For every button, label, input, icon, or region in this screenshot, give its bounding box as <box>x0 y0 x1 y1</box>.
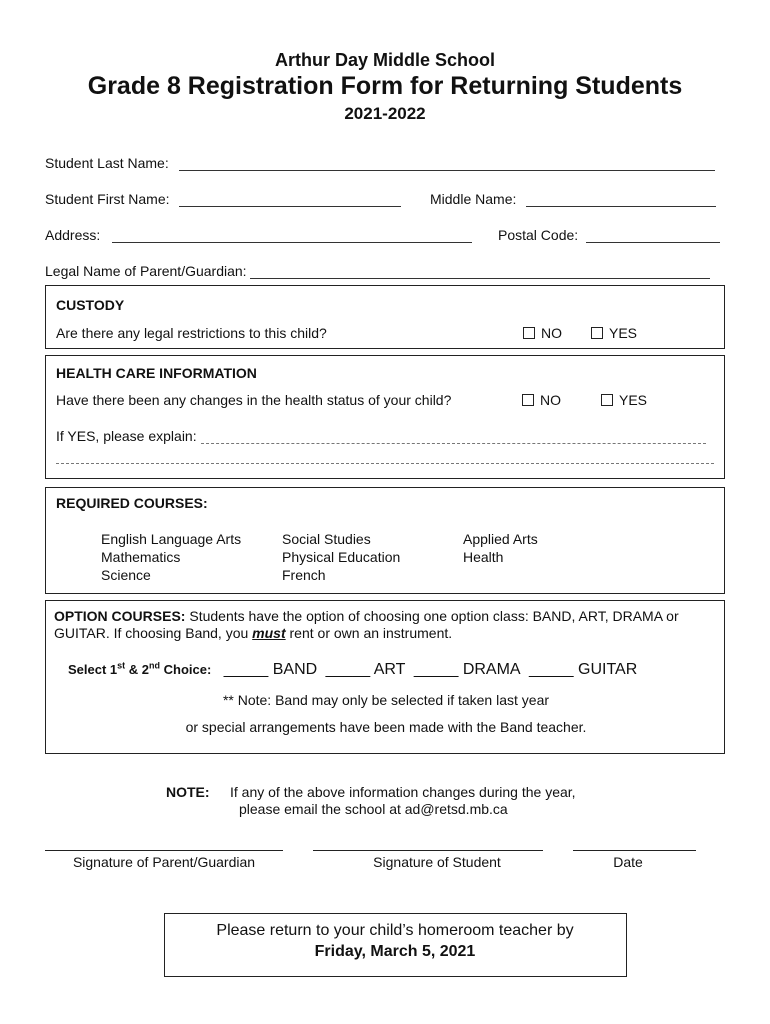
student-signature-label: Signature of Student <box>373 854 501 870</box>
course-item: Social Studies <box>282 531 371 547</box>
first-name-row <box>45 191 401 207</box>
health-yes-label: YES <box>619 392 648 408</box>
checkbox-icon[interactable] <box>601 394 613 406</box>
option-must: must <box>252 625 286 641</box>
option-description <box>54 608 719 642</box>
health-explain-field[interactable] <box>201 429 706 444</box>
band-note-2: or special arrangements have been made with the Band teacher. <box>185 719 587 735</box>
course-item: Mathematics <box>101 549 181 565</box>
school-name: Arthur Day Middle School <box>274 50 496 70</box>
drama-choice[interactable]: _____ DRAMA <box>413 661 521 679</box>
address-label: Address: <box>45 227 101 243</box>
course-item: French <box>282 567 326 583</box>
option-text-2: rent or own an instrument. <box>285 625 453 641</box>
return-line-1: Please return to your child’s homeroom teacher by <box>216 922 574 939</box>
course-item: Physical Education <box>282 549 401 565</box>
band-choice[interactable]: _____ BAND <box>223 661 318 679</box>
date-label: Date <box>613 854 643 870</box>
guitar-choice[interactable]: _____ GUITAR <box>529 661 638 679</box>
postal-code-field[interactable] <box>586 228 720 243</box>
option-heading: OPTION COURSES: <box>54 608 186 624</box>
last-name-field[interactable] <box>179 156 715 171</box>
health-explain-label: If YES, please explain: <box>56 428 197 444</box>
health-section <box>45 355 725 479</box>
health-explain-line-2[interactable] <box>56 462 714 464</box>
custody-question: Are there any legal restrictions to this child? <box>56 325 327 341</box>
return-notice <box>164 913 627 977</box>
checkbox-icon[interactable] <box>591 327 603 339</box>
date-line[interactable] <box>573 850 696 851</box>
choice-row <box>68 661 637 679</box>
parent-signature-label: Signature of Parent/Guardian <box>72 854 256 870</box>
required-col-3 <box>463 530 538 566</box>
required-courses-section <box>45 487 725 594</box>
health-explain-row <box>56 428 706 444</box>
note-line-2: please email the school at ad@retsd.mb.ca <box>239 801 508 817</box>
health-no-option[interactable] <box>522 392 561 408</box>
custody-heading: CUSTODY <box>56 297 125 313</box>
first-name-field[interactable] <box>179 192 401 207</box>
custody-section <box>45 285 725 349</box>
band-note-1: ** Note: Band may only be selected if taken last year <box>222 692 550 708</box>
guardian-field[interactable] <box>250 264 710 279</box>
custody-no-label: NO <box>541 325 562 341</box>
required-heading: REQUIRED COURSES: <box>56 495 208 511</box>
art-choice[interactable]: _____ ART <box>325 661 406 679</box>
postal-code-row <box>498 227 720 243</box>
last-name-label: Student Last Name: <box>45 155 169 171</box>
course-item: English Language Arts <box>101 531 242 547</box>
page-title: Grade 8 Registration Form for Returning Students <box>87 72 683 100</box>
health-yes-option[interactable] <box>601 392 647 408</box>
first-name-label: Student First Name: <box>45 191 170 207</box>
health-heading: HEALTH CARE INFORMATION <box>56 365 257 381</box>
course-item: Science <box>101 567 151 583</box>
middle-name-field[interactable] <box>526 192 716 207</box>
required-col-2 <box>282 530 400 584</box>
custody-no-option[interactable] <box>523 325 562 341</box>
parent-signature-line[interactable] <box>45 850 283 851</box>
note-line-1: If any of the above information changes during the year, <box>230 784 576 800</box>
checkbox-icon[interactable] <box>522 394 534 406</box>
option-courses-section <box>45 600 725 754</box>
checkbox-icon[interactable] <box>523 327 535 339</box>
health-question: Have there been any changes in the health status of your child? <box>56 392 452 408</box>
last-name-row <box>45 155 715 171</box>
guardian-label: Legal Name of Parent/Guardian: <box>45 263 247 279</box>
course-item: Health <box>463 549 504 565</box>
choice-label: Select 1st & 2nd Choice: <box>68 661 212 678</box>
required-col-1 <box>101 530 241 584</box>
custody-yes-option[interactable] <box>591 325 637 341</box>
address-row <box>45 227 472 243</box>
middle-name-row <box>430 191 716 207</box>
course-item: Applied Arts <box>463 531 538 547</box>
option-text-1: Students have the option of choosing one option class: BAND, ART, DRAMA or GUITAR. If choosing Band, you <box>54 608 679 641</box>
student-signature-line[interactable] <box>313 850 543 851</box>
address-field[interactable] <box>112 228 472 243</box>
return-line-2: Friday, March 5, 2021 <box>314 943 476 960</box>
custody-yes-label: YES <box>609 325 638 341</box>
school-year: 2021-2022 <box>344 104 426 123</box>
middle-name-label: Middle Name: <box>430 191 517 207</box>
guardian-row <box>45 263 710 279</box>
health-no-label: NO <box>540 392 561 408</box>
note-label: NOTE: <box>166 784 210 800</box>
postal-code-label: Postal Code: <box>498 227 579 243</box>
